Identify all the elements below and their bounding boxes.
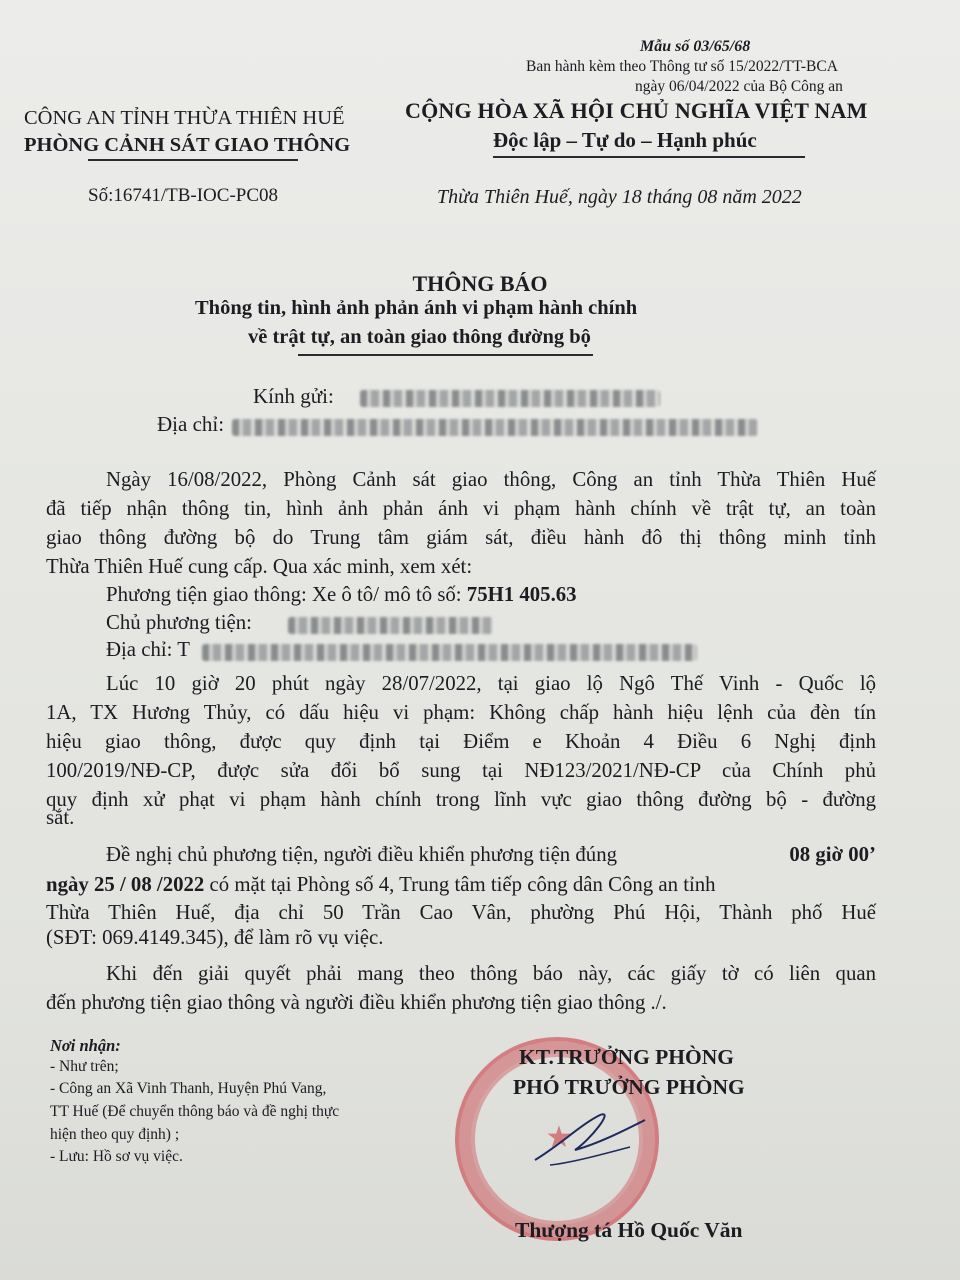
owner-label: Chủ phương tiện:: [106, 611, 252, 634]
recipient-label: Kính gửi:: [253, 384, 334, 408]
recipient-redacted: [360, 390, 660, 407]
appointment-time: 08 giờ 00’: [789, 843, 876, 866]
form-circular-date: ngày 06/04/2022 của Bộ Công an: [635, 78, 843, 95]
seal-star-icon: ★: [545, 1121, 573, 1154]
body-p2-line1: Lúc 10 giờ 20 phút ngày 28/07/2022, tại giao lộ Ngô Thế Vinh - Quốc lộ: [106, 672, 876, 695]
receiver-1: - Như trên;: [50, 1058, 119, 1075]
body-p3-line2: [46, 873, 876, 897]
body-p2-line4: 100/2019/NĐ-CP, được sửa đổi bổ sung tại NĐ123/2021/NĐ-CP của Chính phủ: [46, 759, 876, 782]
body-p1-line1: Ngày 16/08/2022, Phòng Cảnh sát giao thông, Công an tỉnh Thừa Thiên Huế: [106, 468, 876, 491]
receiver-2a: - Công an Xã Vinh Thanh, Huyện Phú Vang,: [50, 1080, 327, 1097]
owner-address-label: Địa chỉ: T: [106, 638, 190, 661]
receiver-2c: hiện theo quy định) ;: [50, 1126, 180, 1143]
body-p2-line3: hiệu giao thông, được quy định tại Điểm e Khoản 4 Điều 6 Nghị định: [46, 730, 876, 753]
signer-title-2: PHÓ TRƯỞNG PHÒNG: [513, 1075, 745, 1099]
document-subtitle-1: Thông tin, hình ảnh phản ánh vi phạm hành chính: [195, 297, 638, 319]
body-p3-line2-text: có mặt tại Phòng số 4, Trung tâm tiếp công dân Công an tỉnh: [204, 873, 716, 896]
subtitle-underline: [298, 354, 593, 356]
body-p2-line2: 1A, TX Hương Thủy, có dấu hiệu vi phạm: Không chấp hành hiệu lệnh của đèn tín: [46, 701, 876, 724]
agency-underline: [88, 159, 298, 161]
receivers-heading: Nơi nhận:: [50, 1036, 121, 1055]
agency-parent: CÔNG AN TỈNH THỪA THIÊN HUẾ: [24, 107, 345, 129]
body-p1-line2: đã tiếp nhận thông tin, hình ảnh phản ánh vi phạm hành chính về trật tự, an toàn: [46, 497, 876, 520]
form-circular-ref: Ban hành kèm theo Thông tư số 15/2022/TT-BCA: [526, 58, 838, 75]
motto-underline: [493, 156, 805, 158]
signer-name: Thượng tá Hồ Quốc Văn: [515, 1218, 743, 1242]
owner-redacted: [288, 617, 493, 634]
body-p1-line3: giao thông đường bộ do Trung tâm giám sát, điều hành đô thị thông minh tỉnh: [46, 526, 876, 549]
vehicle-line: [106, 583, 936, 607]
recipient-address-redacted: [232, 419, 758, 436]
body-p3-line1: [106, 843, 876, 867]
owner-address-redacted: [202, 644, 697, 661]
republic-motto: Độc lập – Tự do – Hạnh phúc: [493, 128, 757, 152]
place-date: Thừa Thiên Huế, ngày 18 tháng 08 năm 2022: [437, 186, 802, 208]
republic-title: CỘNG HÒA XÃ HỘI CHỦ NGHĨA VIỆT NAM: [405, 98, 868, 123]
body-p3-line3: Thừa Thiên Huế, địa chỉ 50 Trần Cao Vân, phường Phú Hội, Thành phố Huế: [46, 901, 876, 924]
form-number: Mẫu số 03/65/68: [640, 38, 751, 55]
body-p2-line6: sắt.: [46, 806, 75, 829]
body-p4-line1: Khi đến giải quyết phải mang theo thông báo này, các giấy tờ có liên quan: [106, 962, 876, 985]
body-p3-line4: (SĐT: 069.4149.345), để làm rõ vụ việc.: [46, 926, 384, 949]
appointment-date: ngày 25 / 08 /2022: [46, 873, 205, 896]
body-p4-line2: đến phương tiện giao thông và người điều khiển phương tiện giao thông ./.: [46, 991, 667, 1014]
recipient-address-label: Địa chỉ:: [157, 412, 225, 436]
vehicle-plate: 75H1 405.63: [466, 583, 577, 606]
handwritten-signature: [530, 1105, 650, 1175]
body-p2-line5: quy định xử phạt vi phạm hành chính trong lĩnh vực giao thông đường bộ - đường: [46, 788, 876, 811]
receiver-2b: TT Huế (Để chuyển thông báo và đề nghị thực: [50, 1103, 340, 1120]
document-title: THÔNG BÁO: [412, 271, 548, 296]
body-p1-line4: Thừa Thiên Huế cung cấp. Qua xác minh, xem xét:: [46, 555, 473, 578]
receiver-3: - Lưu: Hồ sơ vụ việc.: [50, 1148, 183, 1165]
document-subtitle-2: về trật tự, an toàn giao thông đường bộ: [248, 326, 591, 348]
document-number: Số:16741/TB-IOC-PC08: [88, 185, 279, 206]
agency-name: PHÒNG CẢNH SÁT GIAO THÔNG: [24, 134, 351, 156]
signer-title-1: KT.TRƯỞNG PHÒNG: [519, 1045, 734, 1069]
vehicle-label: Phương tiện giao thông: Xe ô tô/ mô tô số:: [106, 583, 462, 606]
body-p3-text: Đề nghị chủ phương tiện, người điều khiển phương tiện đúng: [106, 843, 617, 866]
